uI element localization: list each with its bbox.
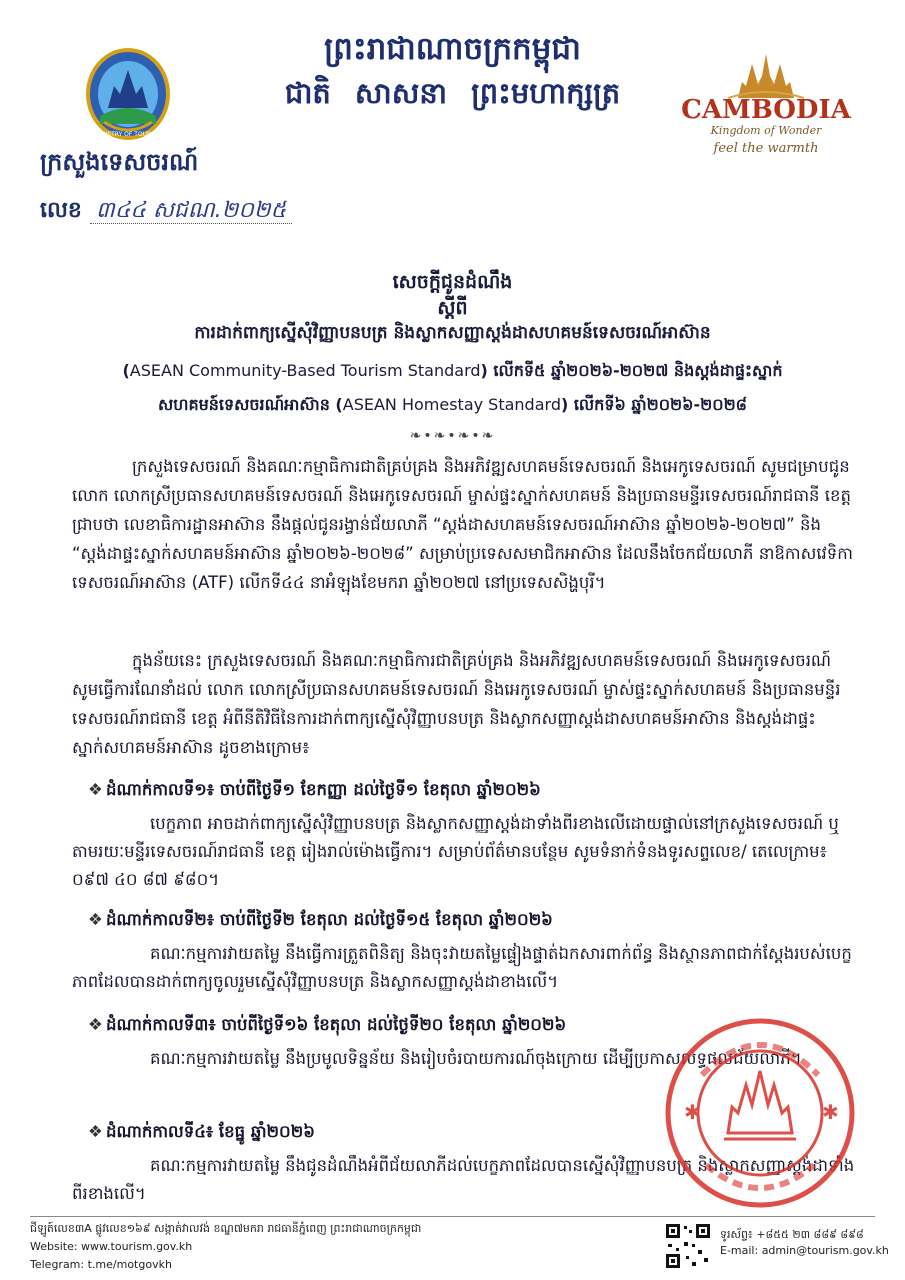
number-value: ៣៤៤ សជណ.២០២៥ xyxy=(90,198,292,224)
notice-subject-label: ស្តីពី xyxy=(437,297,468,319)
svg-text:✱: ✱ xyxy=(684,1100,701,1124)
reference-number xyxy=(40,196,292,228)
footer-divider xyxy=(30,1216,875,1217)
body-paragraph-2: ក្នុងន័យនេះ ក្រសួងទេសចរណ៍ និងគណៈកម្មាធិការជាតិគ្រប់គ្រង និងអភិវឌ្ឍសហគមន៍ទេសចរណ៍ និងអេកូទេសចរណ៍ សូមធ្វើការណែនាំដល់ លោក លោកស្រីប្រធានសហគមន៍ទេសចរណ៍ និងអេកូទេសចរណ៍ ម្ចាស់ផ្ទះស្នាក់សហគមន៍ និងប្រធានមន្ទីរទេសចរណ៍រាជធានី ខេត្ត អំពីនីតិវិធីនៃការដាក់ពាក្យស្នើសុំវិញ្ញាបនបត្រ និងស្លាកសញ្ញាស្តង់ដាសហគមន៍អាស៊ាន និងស្តង់ដាផ្ទះស្នាក់សហគមន៍អាស៊ាន ដូចខាងក្រោម៖ xyxy=(72,651,841,757)
svg-text:✱: ✱ xyxy=(822,1100,839,1124)
ministry-name: ក្រសួងទេសចរណ៍ xyxy=(40,148,199,176)
kingdom-title: ព្រះរាជាណាចក្រកម្ពុជា xyxy=(324,31,581,67)
national-motto: ជាតិ សាសនា ព្រះមហាក្សត្រ xyxy=(284,76,621,110)
stage-1-text: បេក្ខភាព អាចដាក់ពាក្យស្នើសុំវិញ្ញាបនបត្រ និងស្លាកសញ្ញាស្តង់ដាទាំងពីរខាងលើដោយផ្ទាល់នៅក្រសួងទេសចរណ៍ ឬតាមរយៈមន្ទីរទេសចរណ៍រាជធានី ខេត្ត រៀងរាល់ម៉ោងធ្វើការ។ សម្រាប់ព័ត៌មានបន្ថែម សូមទំនាក់ទំនងទូរសព្ទលេខ/ តេលេក្រាម៖ ០៩៧ ៤០ ៨៧ ៩៨០។ xyxy=(72,814,839,889)
stage-4-heading: ❖ ដំណាក់កាលទី៤៖ ខែធ្នូ ឆ្នាំ២០២៦ xyxy=(88,1122,315,1141)
bullet-icon: ❖ xyxy=(88,910,103,929)
brand-name: CAMBODIA xyxy=(681,95,851,125)
number-label: លេខ xyxy=(40,198,82,223)
notice-subject-line2: (ASEAN Community-Based Tourism Standard) លើកទី៥ ឆ្នាំ២០២៦-២០២៧ និងស្តង់ដាផ្ទះស្នាក់ xyxy=(122,361,783,380)
body-paragraph-1: ក្រសួងទេសចរណ៍ និងគណៈកម្មាធិការជាតិគ្រប់គ្រង និងអភិវឌ្ឍសហគមន៍ទេសចរណ៍ និងអេកូទេសចរណ៍ សូមជម្រាបជូន លោក លោកស្រីប្រធានសហគមន៍ទេសចរណ៍ និងអេកូទេសចរណ៍ ម្ចាស់ផ្ទះស្នាក់សហគមន៍ និងប្រធានមន្ទីរទេសចរណ៍រាជធានី ខេត្ត ជ្រាបថា លេខាធិការដ្ឋានអាស៊ាន នឹងផ្តល់ជូនរង្វាន់ជ័យលាភី “ស្តង់ដាសហគមន៍ទេសចរណ៍អាស៊ាន ឆ្នាំ២០២៦-២០២៧” និង “ស្តង់ដាផ្ទះស្នាក់សហគមន៍អាស៊ាន ឆ្នាំ២០២៦-២០២៨” សម្រាប់ប្រទេសសមាជិកអាស៊ាន ដែលនឹងចែកជ័យលាភី នាឱកាសវេទិកាទេសចរណ៍អាស៊ាន (ATF) លើកទី៤៤ នាអំឡុងខែមករា ឆ្នាំ២០២៧ នៅប្រទេសសិង្ហបុរី។ xyxy=(72,457,853,592)
notice-subject-line3: សហគមន៍ទេសចរណ៍អាស៊ាន (ASEAN Homestay Standard) លើកទី៦ ឆ្នាំ២០២៦-២០២៨ xyxy=(157,395,747,414)
bullet-icon: ❖ xyxy=(88,1122,103,1141)
ministry-logo xyxy=(84,46,172,144)
qr-code xyxy=(664,1222,712,1270)
stage-2-text: គណៈកម្មការវាយតម្លៃ នឹងធ្វើការត្រួតពិនិត្យ និងចុះវាយតម្លៃផ្ទៀងផ្ទាត់ឯកសារពាក់ព័ន្ធ និងស្ថានភាពជាក់ស្តែងរបស់បេក្ខភាពដែលបានដាក់ពាក្យចូលរួមស្នើសុំវិញ្ញាបនបត្រ និងស្លាកសញ្ញាស្តង់ដាខាងលើ។ xyxy=(72,944,852,991)
svg-text:MINISTRY OF TOURISM: MINISTRY OF TOURISM xyxy=(94,131,162,138)
brand-tagline: Kingdom of Wonder xyxy=(710,124,822,137)
footer-website[interactable]: Website: www.tourism.gov.kh xyxy=(30,1240,193,1253)
brand-slogan: feel the warmth xyxy=(713,141,819,156)
notice-subject-line1: ការដាក់ពាក្យស្នើសុំវិញ្ញាបនបត្រ និងស្លាកសញ្ញាស្តង់ដាសហគមន៍ទេសចរណ៍អាស៊ាន xyxy=(194,323,711,343)
footer-telegram[interactable]: Telegram: t.me/motgovkh xyxy=(30,1258,172,1271)
stage-2-heading: ❖ ដំណាក់កាលទី២៖ ចាប់ពីថ្ងៃទី២ ខែតុលា ដល់ថ្ងៃទី១៥ ខែតុលា ឆ្នាំ២០២៦ xyxy=(88,910,553,929)
bullet-icon: ❖ xyxy=(88,780,103,799)
footer-address: ជីឡូត៍លេខ៣A ផ្លូវលេខ១៦៩ សង្កាត់វាលវង់ ខណ្ឌ៧មករា រាជធានីភ្នំពេញ ព្រះរាជាណាចក្រកម្ពុជា xyxy=(30,1222,422,1235)
stage-4-text: គណៈកម្មការវាយតម្លៃ នឹងជូនដំណឹងអំពីជ័យលាភីដល់បេក្ខភាពដែលបានស្នើសុំវិញ្ញាបនបត្រ និងស្លាកសញ្ញាស្តង់ដាទាំងពីរខាងលើ។ xyxy=(72,1156,855,1203)
asean-homestay-standard: ASEAN Homestay Standard xyxy=(342,395,561,414)
ornament-divider: ❧•❧•❧•❧ xyxy=(409,428,496,444)
stage-3-heading: ❖ ដំណាក់កាលទី៣៖ ចាប់ពីថ្ងៃទី១៦ ខែតុលា ដល់ថ្ងៃទី២០ ខែតុលា ឆ្នាំ២០២៦ xyxy=(88,1015,567,1034)
footer-email[interactable]: E-mail: admin@tourism.gov.kh xyxy=(720,1244,889,1257)
official-seal xyxy=(662,1015,858,1211)
stage-3-text: គណៈកម្មការវាយតម្លៃ នឹងប្រមូលទិន្នន័យ និងរៀបចំរបាយការណ៍ចុងក្រោយ ដើម្បីប្រកាសលទ្ធផលជ័យលាភី។ xyxy=(150,1049,802,1068)
notice-title: សេចក្តីជូនដំណឹង xyxy=(392,271,513,293)
stage-1-heading: ❖ ដំណាក់កាលទី១៖ ចាប់ពីថ្ងៃទី១ ខែកញ្ញា ដល់ថ្ងៃទី១ ខែតុលា ឆ្នាំ២០២៦ xyxy=(88,780,541,799)
asean-cbt-standard: ASEAN Community-Based Tourism Standard xyxy=(129,361,481,380)
cambodia-brand-logo xyxy=(668,46,864,166)
bullet-icon: ❖ xyxy=(88,1015,103,1034)
footer-phone: ទូរស័ព្ទ៖ +៨៥៥ ២៣ ៨៨៩ ៨៩៨ xyxy=(720,1228,864,1241)
